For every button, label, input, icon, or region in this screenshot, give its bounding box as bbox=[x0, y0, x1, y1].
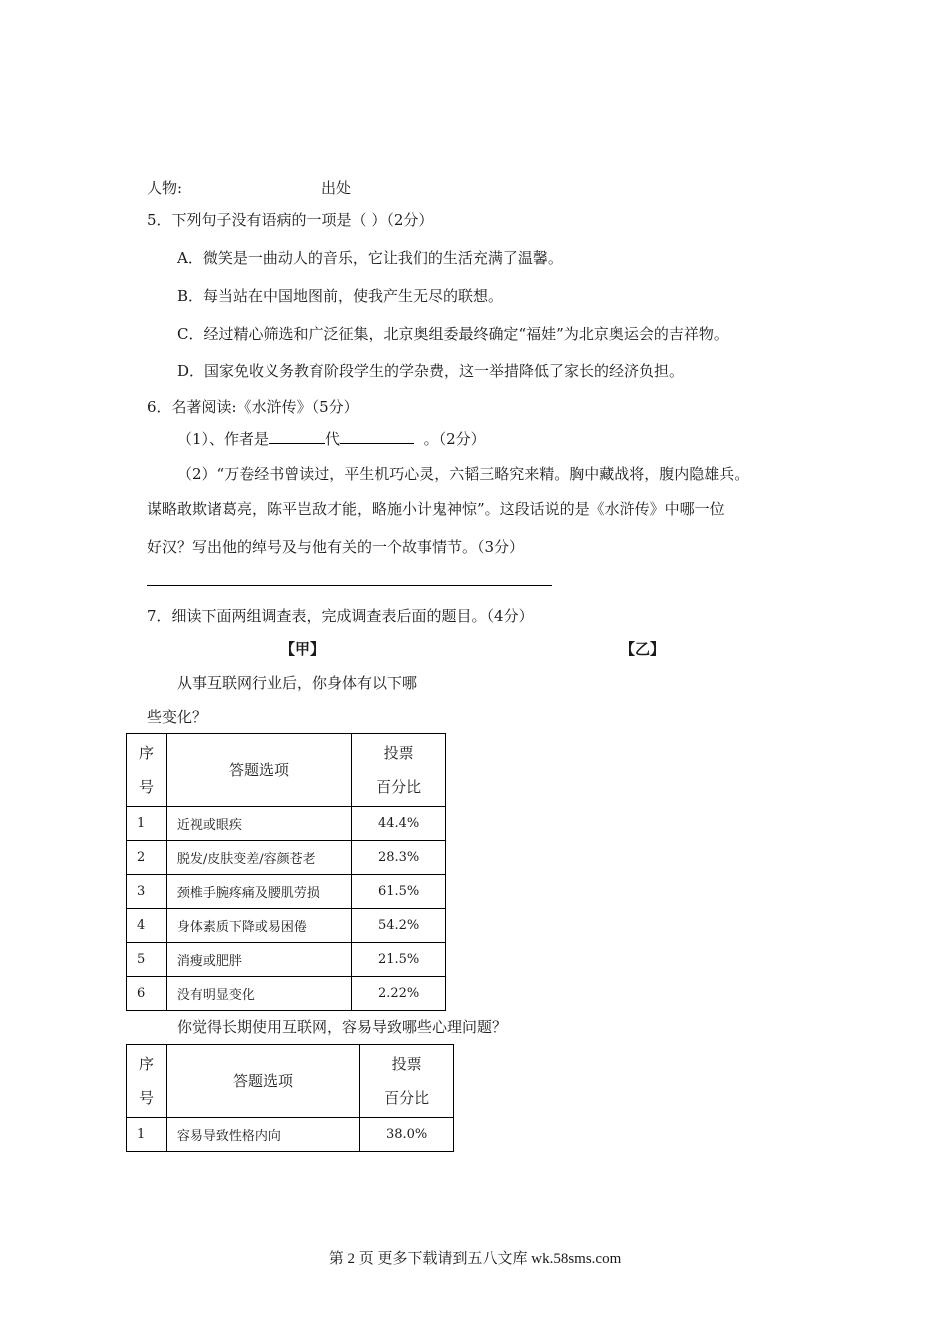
survey1-question-line2: 些变化？ bbox=[147, 708, 208, 726]
q7-question: 7．细读下面两组调查表，完成调查表后面的题目。（4分） bbox=[147, 607, 534, 625]
q6-author-name-blank[interactable] bbox=[340, 429, 414, 444]
row-no: 4 bbox=[127, 909, 167, 943]
survey2-question: 你觉得长期使用互联网，容易导致哪些心理问题？ bbox=[177, 1018, 508, 1036]
table-row bbox=[127, 909, 446, 943]
row-percent: 2.22% bbox=[352, 977, 446, 1011]
row-no: 1 bbox=[127, 1118, 167, 1152]
table-row bbox=[127, 1118, 454, 1152]
q6-part1 bbox=[177, 428, 486, 449]
row-no: 3 bbox=[127, 875, 167, 909]
q6-part1-prefix: （1）、作者是 bbox=[177, 430, 270, 448]
row-option: 没有明显变化 bbox=[166, 977, 351, 1011]
row-percent: 44.4% bbox=[352, 807, 446, 841]
source-label: 出处 bbox=[321, 179, 352, 197]
header-option: 答题选项 bbox=[166, 734, 351, 807]
header-seq: 序 号 bbox=[127, 734, 167, 807]
q5-option-b: B．每当站在中国地图前，使我产生无尽的联想。 bbox=[177, 287, 504, 305]
q6-question: 6．名著阅读:《水浒传》（5分） bbox=[147, 398, 359, 416]
header-seq: 序 号 bbox=[127, 1045, 167, 1118]
row-no: 2 bbox=[127, 841, 167, 875]
q5-option-d: D．国家免收义务教育阶段学生的学杂费，这一举措降低了家长的经济负担。 bbox=[177, 362, 685, 380]
row-no: 1 bbox=[127, 807, 167, 841]
q5-option-c: C．经过精心筛选和广泛征集，北京奥组委最终确定“福娃”为北京奥运会的吉祥物。 bbox=[177, 325, 729, 343]
row-option: 消瘦或肥胖 bbox=[166, 943, 351, 977]
table-row bbox=[127, 875, 446, 909]
q6-part1-suffix: 。（2分） bbox=[423, 430, 486, 448]
q6-part2-line2: 谋略敢欺诸葛亮，陈平岂敌才能，略施小计鬼神惊”。这段话说的是《水浒传》中哪一位 bbox=[147, 500, 725, 518]
row-percent: 28.3% bbox=[352, 841, 446, 875]
q6-part2-line3: 好汉？写出他的绰号及与他有关的一个故事情节。（3分） bbox=[147, 538, 525, 556]
row-option: 脱发/皮肤变差/容颜苍老 bbox=[166, 841, 351, 875]
table-row bbox=[127, 841, 446, 875]
table-row bbox=[127, 943, 446, 977]
q6-author-dynasty-blank[interactable] bbox=[269, 429, 325, 444]
label-yi: 【乙】 bbox=[620, 640, 666, 658]
header-percent: 投票 百分比 bbox=[360, 1045, 454, 1118]
person-label: 人物: bbox=[147, 179, 183, 197]
row-option: 容易导致性格内向 bbox=[166, 1118, 359, 1152]
row-no: 6 bbox=[127, 977, 167, 1011]
row-option: 近视或眼疾 bbox=[166, 807, 351, 841]
row-percent: 54.2% bbox=[352, 909, 446, 943]
row-percent: 38.0% bbox=[360, 1118, 454, 1152]
survey-table-1 bbox=[126, 733, 446, 1011]
q6-part2-line1: （2）“万卷经书曾读过，平生机巧心灵，六韬三略究来精。胸中藏战将，腹内隐雄兵。 bbox=[177, 465, 750, 483]
row-percent: 61.5% bbox=[352, 875, 446, 909]
survey-table-2 bbox=[126, 1044, 454, 1152]
q5-question: 5．下列句子没有语病的一项是（ ）（2分） bbox=[147, 211, 434, 229]
label-jia: 【甲】 bbox=[280, 640, 326, 658]
table-row bbox=[127, 977, 446, 1011]
table-header-row bbox=[127, 1045, 454, 1118]
header-percent: 投票 百分比 bbox=[352, 734, 446, 807]
page-footer: 第 2 页 更多下载请到五八文库 wk.58sms.com bbox=[328, 1251, 622, 1267]
q6-answer-line[interactable] bbox=[147, 585, 552, 586]
survey1-question-line1: 从事互联网行业后，你身体有以下哪 bbox=[177, 674, 418, 692]
row-option: 颈椎手腕疼痛及腰肌劳损 bbox=[166, 875, 351, 909]
row-option: 身体素质下降或易困倦 bbox=[166, 909, 351, 943]
row-no: 5 bbox=[127, 943, 167, 977]
q6-part1-mid: 代 bbox=[325, 430, 341, 448]
table-header-row bbox=[127, 734, 446, 807]
q5-option-a: A．微笑是一曲动人的音乐，它让我们的生活充满了温馨。 bbox=[177, 249, 563, 267]
table-row bbox=[127, 807, 446, 841]
row-percent: 21.5% bbox=[352, 943, 446, 977]
header-option: 答题选项 bbox=[166, 1045, 359, 1118]
